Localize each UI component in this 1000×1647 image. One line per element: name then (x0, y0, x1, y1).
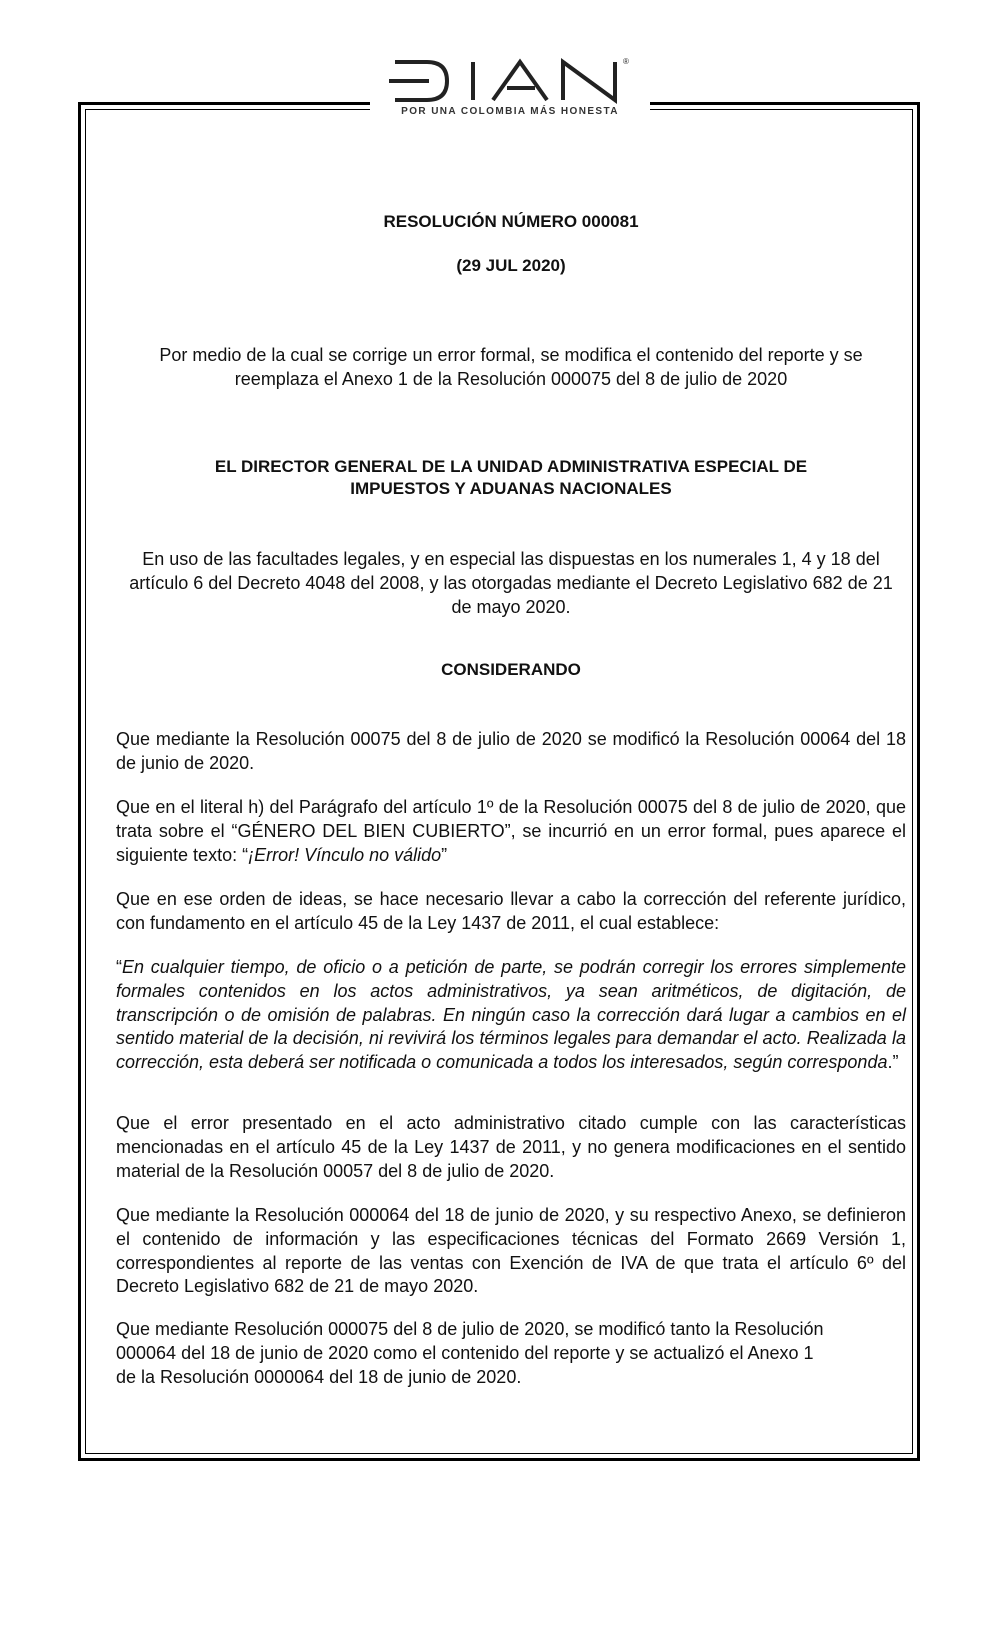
paragraph-3: Que en ese orden de ideas, se hace necesario llevar a cabo la corrección del referente jurídico, con fundamento en el artículo 45 de la Ley 1437 de 2011, el cual establece: (116, 889, 906, 933)
paragraph-2-text: Que en el literal h) del Parágrafo del artículo 1º de la Resolución 00075 del 8 de julio de 2020, que trata sobre el “GÉNERO DEL BIEN CUBIERTO”, se incurrió en un error formal, pues aparece el siguiente texto: “ (116, 797, 906, 865)
quote-text: En cualquier tiempo, de oficio o a petición de parte, se podrán corregir los errores simplemente formales contenidos en los actos administrativos, ya sean aritméticos, de digitación, de transcripción o de omisión de palabras. En ningún caso la corrección dará lugar a cambios en el sentido material de la decisión, ni revivirá los términos legales para demandar el acto. Realizada la corrección, esta deberá ser notificada o comunicada a todos los interesados, según corresponda (116, 957, 906, 1072)
registered-mark: ® (623, 57, 629, 66)
dian-logo (370, 54, 650, 134)
paragraph-5: Que el error presentado en el acto administrativo citado cumple con las características mencionadas en el artículo 45 de la Ley 1437 de 2011, y no genera modificaciones en el sentido material de la Resolución 00057 del 8 de julio de 2020. (116, 1113, 906, 1181)
resolution-number: RESOLUCIÓN NÚMERO 000081 (383, 212, 639, 231)
paragraph-2-close: ” (441, 844, 448, 865)
paragraph-4-quote (116, 956, 906, 1075)
paragraph-7-line-3: de la Resolución 0000064 del 18 de junio de 2020. (116, 1366, 522, 1387)
paragraph-2-error-text: ¡Error! Vínculo no válido (248, 844, 442, 865)
quote-close: .” (887, 1052, 899, 1072)
logo-tagline: POR UNA COLOMBIA MÁS HONESTA (401, 106, 619, 117)
paragraph-7 (116, 1318, 906, 1389)
dian-wordmark-icon (385, 54, 635, 104)
resolution-subject (116, 344, 906, 392)
paragraph-7-line-2: 000064 del 18 de junio de 2020 como el contenido del reporte y se actualizó el Anexo 1 (116, 1342, 814, 1363)
paragraph-6: Que mediante la Resolución 000064 del 18 de junio de 2020, y su respectivo Anexo, se definieron el contenido de información y las especificaciones técnicas del Formato 2669 Versión 1, correspondientes al reporte de las ventas con Exención de IVA de que trata el artículo 6º del Decreto Legislativo 682 de 21 de mayo 2020. (116, 1205, 906, 1297)
authority-line-1: EL DIRECTOR GENERAL DE LA UNIDAD ADMINISTRATIVA ESPECIAL DE (214, 457, 808, 476)
subject-line-2: reemplaza el Anexo 1 de la Resolución 000075 del 8 de julio de 2020 (234, 368, 788, 389)
quote-open: “ (116, 957, 122, 977)
subject-line-1: Por medio de la cual se corrige un error formal, se modifica el contenido del reporte y se (159, 345, 863, 365)
considerando-heading: CONSIDERANDO (441, 660, 581, 679)
legal-powers: En uso de las facultades legales, y en especial las dispuestas en los numerales 1, 4 y 18 del artículo 6 del Decreto 4048 del 2008, y las otorgadas mediante el Decreto Legislativo 682 de 21 de mayo 2020. (129, 549, 893, 617)
paragraph-2 (116, 796, 906, 867)
paragraph-1: Que mediante la Resolución 00075 del 8 de julio de 2020 se modificó la Resolución 00064 del 18 de junio de 2020. (116, 729, 906, 773)
issuing-authority (116, 456, 906, 501)
resolution-date: (29 JUL 2020) (456, 256, 566, 275)
authority-line-2: IMPUESTOS Y ADUANAS NACIONALES (350, 479, 672, 499)
paragraph-7-line-1: Que mediante Resolución 000075 del 8 de julio de 2020, se modificó tanto la Resolución (116, 1319, 824, 1339)
